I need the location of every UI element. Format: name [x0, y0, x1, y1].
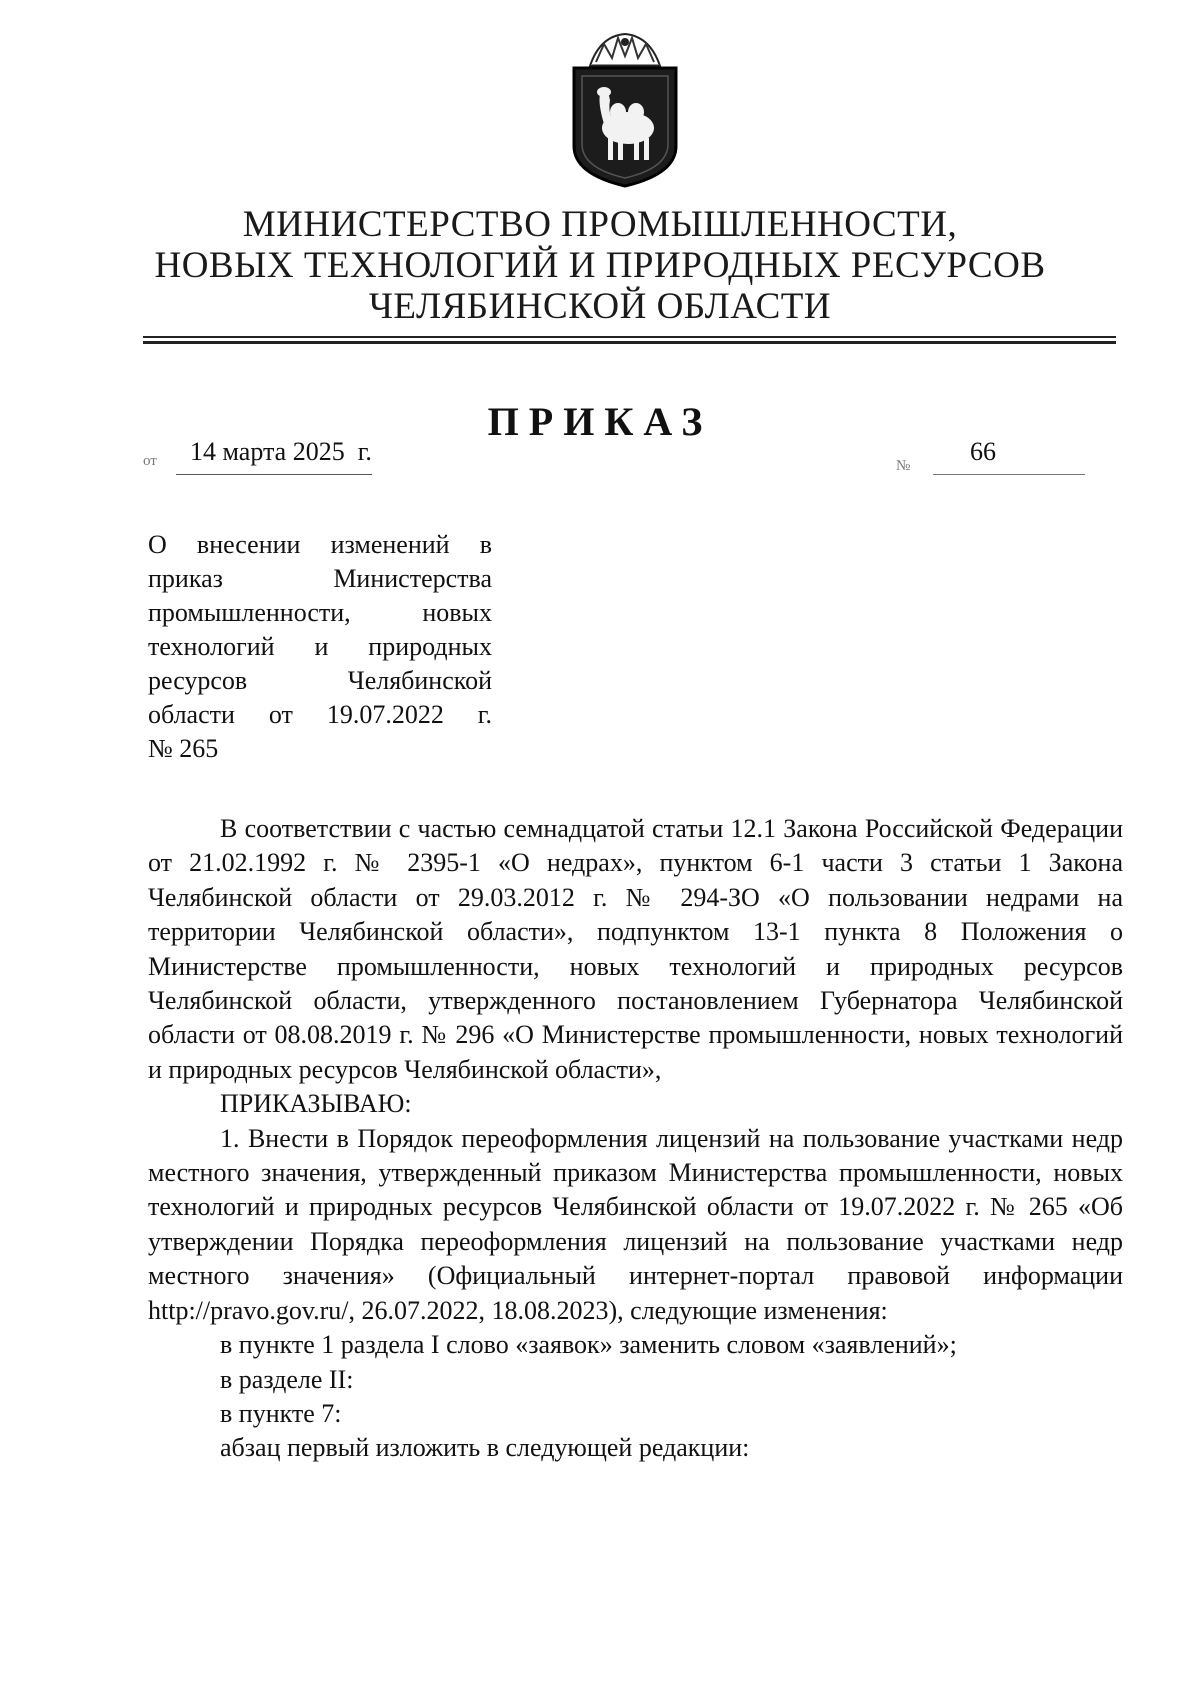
date-underline	[176, 474, 372, 475]
item-1-paragraph: 1. Внести в Порядок переоформления лицензий на пользование участками недр местного значения, утвержденный приказом Министерства промышленности, новых технологий и природных ресурсов Челябинской области от 19.07.2022 г. № 265 «Об утверждении Порядка переоформления лицензий на пользование участками недр местного значения» (Официальный интернет-портал правовой информации http://pravo.gov.ru/, 26.07.2022, 18.08.2023), следующие изменения:	[148, 1123, 1123, 1325]
crown-icon	[590, 34, 660, 66]
body-line: в разделе II:	[220, 1364, 354, 1394]
subject-line: промышленности, новых	[148, 598, 492, 627]
subject-block	[148, 528, 492, 766]
subject-line: приказ Министерства	[148, 564, 492, 593]
preamble-paragraph: В соответствии с частью семнадцатой статьи 12.1 Закона Российской Федерации от 21.02.1992 г. № 2395-1 «О недрах», пунктом 6-1 части 3 статьи 1 Закона Челябинской области от 29.03.2012 г. № 294-ЗО «О пользовании недрами на территории Челябинской области», подпунктом 13-1 пункта 8 Положения о Министерстве промышленности, новых технологий и природных ресурсов Челябинской области, утвержденного постановлением Губернатора Челябинской области от 08.08.2019 г. № 296 «О Министерстве промышленности, новых технологий и природных ресурсов Челябинской области»,	[148, 814, 1123, 1084]
chelyabinsk-coat-of-arms	[560, 28, 690, 190]
number-underline	[933, 474, 1085, 475]
order-word: ПРИКАЗЫВАЮ:	[220, 1089, 412, 1119]
subject-line: № 265	[148, 734, 219, 763]
subject-line: технологий и природных	[148, 632, 492, 661]
ministry-name-line-3: ЧЕЛЯБИНСКОЙ ОБЛАСТИ	[368, 286, 832, 327]
date-label: от	[143, 453, 157, 469]
subject-line: О внесении изменений в	[148, 530, 492, 559]
body-line: абзац первый изложить в следующей редакции:	[220, 1433, 750, 1463]
document-number: 66	[970, 437, 996, 466]
document-title: ПРИКАЗ	[487, 399, 713, 444]
body-line: в пункте 7:	[220, 1398, 342, 1428]
header-divider-thick	[143, 341, 1116, 344]
ministry-name-line-1: МИНИСТЕРСТВО ПРОМЫШЛЕННОСТИ,	[242, 204, 958, 245]
document-body	[148, 812, 1123, 1466]
subject-line: ресурсов Челябинской	[148, 666, 492, 695]
number-label: №	[896, 458, 911, 474]
subject-line: области от 19.07.2022 г.	[148, 700, 492, 729]
document-date: 14 марта 2025 г.	[190, 437, 372, 466]
ministry-name-line-2: НОВЫХ ТЕХНОЛОГИЙ И ПРИРОДНЫХ РЕСУРСОВ	[154, 245, 1046, 286]
body-line: в пункте 1 раздела I слово «заявок» заменить словом «заявлений»;	[220, 1330, 957, 1360]
header-divider-thin	[143, 336, 1116, 338]
